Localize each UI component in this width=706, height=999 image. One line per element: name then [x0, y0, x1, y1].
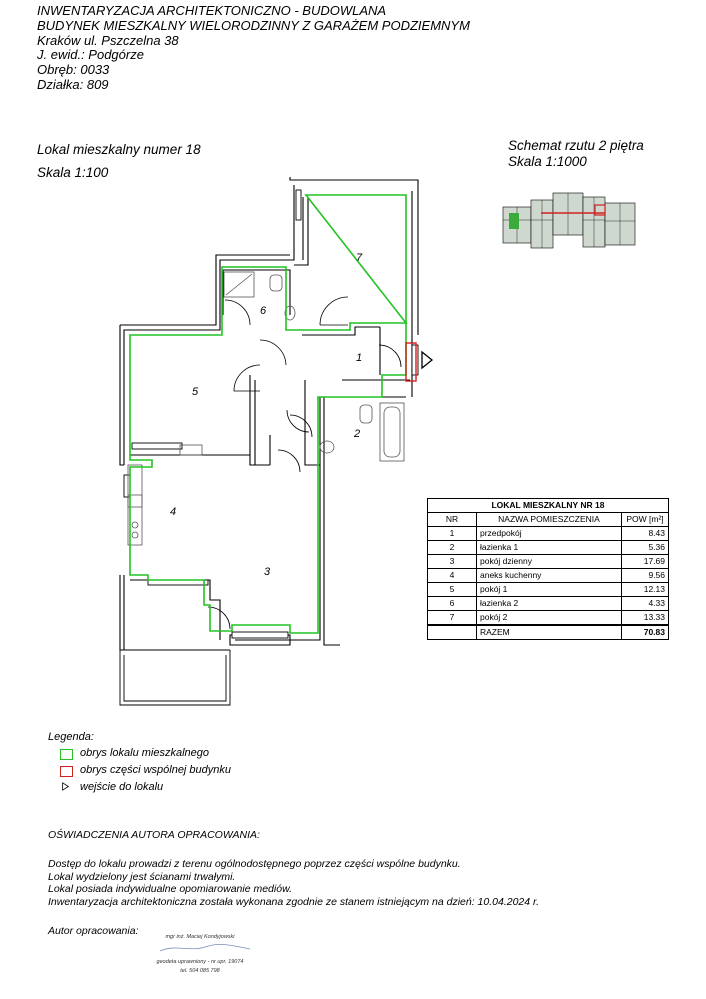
- row-nr: 2: [428, 541, 477, 555]
- room-label-5: 5: [192, 386, 199, 398]
- row-area: 12.13: [622, 583, 669, 597]
- header-line-3: Kraków ul. Pszczelna 38: [37, 32, 179, 48]
- row-nr: 4: [428, 569, 477, 583]
- room-label-3: 3: [264, 566, 271, 578]
- stamp-phone: tel. 504 085 798: [180, 968, 220, 974]
- table-row: [428, 555, 669, 569]
- legend-label: obrys części wspólnej budynku: [80, 764, 232, 776]
- legend-title: Legenda:: [48, 731, 94, 743]
- entrance-triangle-icon: [422, 352, 432, 368]
- schematic-green-units: [509, 213, 519, 229]
- document-header: [37, 4, 470, 93]
- author-declarations: [48, 829, 539, 909]
- table-row: [428, 569, 669, 583]
- floor-plan: [110, 175, 440, 710]
- table-row: [428, 611, 669, 626]
- legend: [48, 731, 231, 796]
- red-square-icon: [60, 766, 73, 777]
- legend-label: obrys lokalu mieszkalnego: [80, 747, 210, 759]
- declaration-line: Lokal wydzielony jest ścianami trwałymi.: [48, 870, 236, 883]
- entrance-triangle-icon: [60, 782, 71, 791]
- signature-icon: [130, 942, 270, 954]
- room-area-table: [427, 498, 669, 640]
- schematic-scale: Skala 1:1000: [508, 154, 587, 169]
- declaration-line: Inwentaryzacja architektoniczna została wykonana zgodnie ze stanem istniejącym na dzień: 10.04.2024 r.: [48, 896, 540, 909]
- table-title: LOKAL MIESZKALNY NR 18: [428, 499, 669, 513]
- balcony: [120, 650, 230, 705]
- declaration-line: Lokal posiada indywidualne opomiarowanie mediów.: [48, 883, 292, 896]
- row-area: 17.69: [622, 555, 669, 569]
- room-label-7: 7: [356, 252, 363, 264]
- table-row: [428, 527, 669, 541]
- row-area: 13.33: [622, 611, 669, 626]
- room-label-2: 2: [354, 428, 361, 440]
- table-header-area: POW [m²]: [622, 513, 669, 527]
- row-name: łazienka 1: [477, 541, 622, 555]
- legend-label: wejście do lokalu: [80, 781, 164, 793]
- header-line-4: J. ewid.: Podgórze: [37, 47, 144, 63]
- table-header-name: NAZWA POMIESZCZENIA: [477, 513, 622, 527]
- row-nr: 3: [428, 555, 477, 569]
- row-nr: 1: [428, 527, 477, 541]
- table-row: [428, 597, 669, 611]
- table-row: [428, 541, 669, 555]
- row-nr: 7: [428, 611, 477, 626]
- header-line-5: Obręb: 0033: [37, 62, 110, 78]
- row-area: 9.56: [622, 569, 669, 583]
- plan-walls: [120, 177, 418, 650]
- legend-item: [48, 762, 231, 779]
- plan-windows: [124, 190, 418, 638]
- unit-title: Lokal mieszkalny numer 18: [37, 142, 201, 157]
- row-nr: 6: [428, 597, 477, 611]
- row-name: pokój dzienny: [477, 555, 622, 569]
- row-name: pokój 2: [477, 611, 622, 626]
- stamp-name: mgr inż. Maciej Kondyjowski: [165, 934, 235, 940]
- row-area: 8.43: [622, 527, 669, 541]
- room-label-1: 1: [356, 352, 363, 364]
- author-stamp: [130, 933, 270, 976]
- row-area: 4.33: [622, 597, 669, 611]
- row-name: łazienka 2: [477, 597, 622, 611]
- row-name: pokój 1: [477, 583, 622, 597]
- schematic-caption: [508, 138, 644, 170]
- green-square-icon: [60, 749, 73, 760]
- room-label-4: 4: [170, 506, 177, 518]
- total-area: 70.83: [622, 625, 669, 640]
- header-line-1: INWENTARYZACJA ARCHITEKTONICZNO - BUDOWLANA: [37, 3, 387, 18]
- declarations-title: OŚWIADCZENIA AUTORA OPRACOWANIA:: [48, 829, 260, 841]
- stamp-title: geodeta uprawniony - nr upr. 19074: [156, 959, 244, 965]
- row-nr: 5: [428, 583, 477, 597]
- legend-item: [48, 745, 231, 762]
- floor-schematic: [495, 185, 645, 260]
- total-label: RAZEM: [477, 625, 622, 640]
- declaration-line: Dostęp do lokalu prowadzi z terenu ogólnodostępnego poprzez części wspólne budynku.: [48, 857, 461, 870]
- schematic-title: Schemat rzutu 2 piętra: [508, 138, 644, 153]
- unit-scale: Skala 1:100: [37, 165, 109, 180]
- table-header-nr: NR: [428, 513, 477, 527]
- room-label-6: 6: [260, 305, 267, 317]
- row-name: przedpokój: [477, 527, 622, 541]
- header-line-2: BUDYNEK MIESZKALNY WIELORODZINNY Z GARAŻEM PODZIEMNYM: [37, 17, 470, 33]
- row-name: aneks kuchenny: [477, 569, 622, 583]
- row-area: 5.36: [622, 541, 669, 555]
- legend-item: [48, 779, 231, 796]
- header-line-6: Działka: 809: [37, 76, 109, 92]
- author-label: Autor opracowania:: [48, 925, 139, 937]
- table-total-row: [428, 625, 669, 640]
- table-row: [428, 583, 669, 597]
